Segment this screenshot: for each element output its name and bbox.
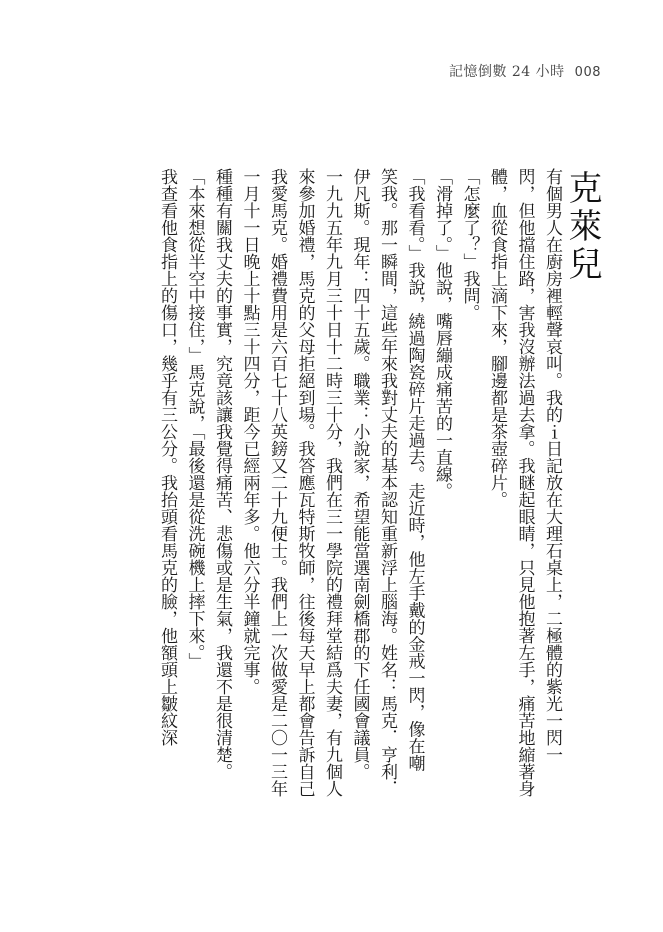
text-line: 來參加婚禮，馬克的父母拒絕到場。我答應瓦特斯牧師，往後每天早上都會告訴自己 [294,168,315,797]
text-line: 「本來想從半空中接住，」馬克說，「最後還是從洗碗機上摔下來。」 [184,168,205,670]
text-line: 笑我。那一瞬間，這些年來我對丈夫的基本認知重新浮上腦海。姓名：馬克．亨利． [377,168,397,797]
text-line: 「怎麼了？」我問。 [459,168,480,321]
text-line: 我查看他食指上的傷口，幾乎有三公分。我抬頭看馬克的臉，他額頭上皺紋深 [157,168,177,746]
page-number: 008 [574,65,601,80]
text-line: 伊凡斯。現年：四十五歲。職業：小說家，希望能當選南劍橋郡的下任國會議員。 [349,168,370,780]
text-line: 閃，但他擋住路，害我沒辦法過去拿。我瞇起眼睛，只見他抱著左手，痛苦地縮著身 [514,168,535,797]
text-line: 「滑掉了。」他說，嘴唇繃成痛苦的一直線。 [432,168,452,500]
chapter-title: 克萊兒 [562,170,602,284]
body-text [153,168,566,818]
text-line: 我愛馬克。婚禮費用是六百七十八英鎊又二十九便士。我們上一次做愛是二〇一三年 [267,168,287,797]
text-line: 一九九五年九月三十日十二時三十分，我們在三一學院的禮拜堂結爲夫妻，有九個人 [322,168,342,797]
text-line: 「我看看。」我說，繞過陶瓷碎片走過去。走近時，他左手戴的金戒一閃，像在嘲 [404,168,425,772]
text-line: 一月十一日晚上十點三十四分，距今已經兩年多。他六分半鐘就完事。 [239,168,260,695]
text-line: 有個男人在廚房裡輕聲哀叫。我的ｉ日記放在大理石桌上，二極體的紫光一閃一 [542,168,562,763]
text-line: 體，血從食指上滴下來，腳邊都是茶壺碎片。 [487,168,507,508]
running-head [449,61,601,81]
text-line: 種種有關我丈夫的事實，究竟該讓我覺得痛苦、悲傷或是生氣，我還不是很清楚。 [212,168,232,780]
book-title: 記憶倒數 24 小時 [448,64,565,80]
